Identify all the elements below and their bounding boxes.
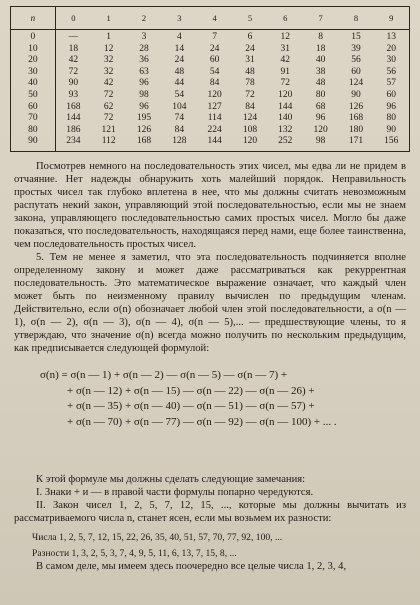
table-cell: 18 <box>68 43 79 54</box>
table-cell: 252 <box>278 136 293 147</box>
table-cell: 98 <box>139 89 149 100</box>
table-cell: 72 <box>103 89 114 100</box>
table-cell: 128 <box>172 136 187 147</box>
table-cell: 98 <box>315 136 326 147</box>
table-cell: 180 <box>348 124 364 135</box>
table-cell: 14 <box>174 43 185 54</box>
row-label: 90 <box>11 136 56 148</box>
formula-line: + σ(n — 12) + σ(n — 15) — σ(n — 22) — σ(n — 26) + <box>67 384 315 397</box>
table-cell: 144 <box>66 113 81 124</box>
formula-line: + σ(n — 35) + σ(n — 40) — σ(n — 51) — σ(n — 57) + <box>67 400 315 412</box>
row-label: 40 <box>11 78 56 90</box>
table-cell: 84 <box>209 78 220 89</box>
table-cell: 48 <box>245 66 255 77</box>
table-cell: 72 <box>245 89 255 100</box>
table-cell: 48 <box>174 66 185 77</box>
table-cell: 54 <box>209 66 220 77</box>
last-line: В самом деле, мы имеем здесь поочередно все целые числа 1, 2, 3, 4, <box>36 561 347 572</box>
header-cell: 0 <box>71 13 76 23</box>
table-row <box>11 32 409 44</box>
table-body <box>11 32 409 148</box>
table-cell: 48 <box>315 78 326 89</box>
table-cell: 31 <box>245 55 255 66</box>
numbers-label: Числа <box>32 532 57 543</box>
table-cell: 114 <box>207 113 222 124</box>
table-cell: 224 <box>207 124 222 135</box>
table-cell: 20 <box>386 43 397 54</box>
table-cell: 93 <box>68 89 79 100</box>
differences-values: 1, 3, 2, 5, 3, 7, 4, 9, 5, 11, 6, 13, 7, 15, 8, ... <box>71 548 237 559</box>
table-cell: 31 <box>280 43 291 54</box>
row-label: 50 <box>11 90 56 102</box>
table-row <box>11 44 409 56</box>
table-cell: 144 <box>278 101 293 112</box>
table-cell: 120 <box>313 124 328 135</box>
table-cell: 57 <box>386 78 397 89</box>
header-cell: 9 <box>389 13 394 23</box>
table-cell: 40 <box>315 55 326 66</box>
table-cell: 36 <box>139 55 149 66</box>
table-cell: 18 <box>315 43 326 54</box>
table-cell: 96 <box>139 78 149 89</box>
table-cell: 60 <box>386 89 397 100</box>
table-cell: 156 <box>384 136 399 147</box>
table-cell: 96 <box>315 113 326 124</box>
table-row <box>11 90 409 102</box>
table-cell: 60 <box>351 66 361 77</box>
table-row <box>11 113 409 125</box>
table-cell: 84 <box>245 101 255 112</box>
table-row <box>11 136 409 148</box>
header-cell: 7 <box>318 13 323 23</box>
table-cell: 24 <box>245 43 255 54</box>
table-cell: 78 <box>245 78 255 89</box>
table-cell: 126 <box>348 101 364 112</box>
table-cell: 90 <box>351 89 361 100</box>
row-label: 20 <box>11 55 56 67</box>
table-cell: 44 <box>174 78 185 89</box>
table-cell: 39 <box>351 43 361 54</box>
table-cell: 195 <box>136 113 152 124</box>
recurrence-formula <box>40 368 410 430</box>
table-cell: 6 <box>247 32 253 42</box>
row-label: 80 <box>11 125 56 137</box>
table-cell: 168 <box>66 101 81 112</box>
row-label: 60 <box>11 102 56 114</box>
table-cell: 144 <box>207 136 222 147</box>
table-cell: 124 <box>242 113 258 124</box>
table-cell: 108 <box>242 124 258 135</box>
row-label: 10 <box>11 44 56 56</box>
table-cell: 168 <box>348 113 364 124</box>
remark-item: I. Знаки + и — в правой части формулы попарно чередуются. <box>36 487 314 498</box>
table-cell: 28 <box>139 43 149 54</box>
table-cell: 72 <box>103 113 114 124</box>
header-cell: 3 <box>177 13 182 23</box>
table-cell: 13 <box>386 32 397 42</box>
sigma-table <box>10 6 410 152</box>
differences-label: Разности <box>32 548 70 559</box>
table-cell: 3 <box>141 32 147 42</box>
differences-sequence <box>14 547 406 560</box>
table-cell: 4 <box>176 32 182 42</box>
table-row <box>11 67 409 79</box>
table-cell: 24 <box>174 55 185 66</box>
formula-line: σ(n) = σ(n — 1) + σ(n — 2) — σ(n — 5) — σ(n — 7) + <box>40 369 288 381</box>
remark-item: II. Закон чисел 1, 2, 5, 7, 12, 15, ..., которые мы должны вычитать из рассматриваемого числа n, станет ясен, если мы возьмем их разности: <box>14 500 406 524</box>
table-row <box>11 78 409 90</box>
table-cell: 42 <box>68 55 79 66</box>
table-cell: 72 <box>280 78 291 89</box>
main-text <box>14 160 406 355</box>
table-cell: 186 <box>66 124 81 135</box>
table-cell: 12 <box>103 43 114 54</box>
table-cell: 90 <box>386 124 397 135</box>
table-row <box>11 55 409 67</box>
paragraph: Посмотрев немного на последовательность этих чисел, мы едва ли не придем в отчаяние. Нет надежды обнаружить хоть малейший порядок. Неправильность простых чисел так глубоко вплетена в нее, что мы должны считать невозможным распутать некий закон, управляющий этой последовательностью, если мы не знаем закона, управляющего последовательностью самих простых чисел. Могло бы даже показаться, что последовательность, находящаяся перед нами, еще более таинственна, чем последовательность простых чисел. <box>14 161 406 250</box>
formula-line: + σ(n — 70) + σ(n — 77) — σ(n — 92) — σ(n — 100) + ... . <box>67 415 337 428</box>
table-cell: 90 <box>68 78 79 89</box>
table-cell: 42 <box>280 55 291 66</box>
table-cell: 24 <box>209 43 220 54</box>
table-cell: 132 <box>278 124 293 135</box>
table-cell: 80 <box>315 89 326 100</box>
row-label: 0 <box>11 32 56 44</box>
table-corner-n: n <box>11 7 56 29</box>
table-cell: 140 <box>278 113 293 124</box>
header-cell: 2 <box>141 13 147 23</box>
table-cell: 32 <box>103 55 114 66</box>
table-cell: 15 <box>351 32 361 42</box>
table-row <box>11 102 409 114</box>
table-cell: 96 <box>139 101 149 112</box>
numbers-sequence <box>14 531 406 544</box>
table-cell: 1 <box>106 32 112 42</box>
table-header-row <box>11 7 409 30</box>
table-cell: 124 <box>348 78 364 89</box>
table-cell: 120 <box>207 89 222 100</box>
row-label: 70 <box>11 113 56 125</box>
numbers-values: 1, 2, 5, 7, 12, 15, 22, 26, 35, 40, 51, 57, 70, 77, 92, 100, ... <box>59 532 283 543</box>
remarks-section <box>14 473 406 573</box>
table-cell: 42 <box>103 78 114 89</box>
table-cell: 171 <box>348 136 364 147</box>
table-cell: 80 <box>386 113 397 124</box>
table-cell: 91 <box>280 66 291 77</box>
table-cell: 62 <box>103 101 114 112</box>
table-cell: 96 <box>386 101 397 112</box>
table-cell: 112 <box>101 136 116 147</box>
table-row <box>11 125 409 137</box>
table-cell: 121 <box>101 124 116 135</box>
row-label: 30 <box>11 67 56 79</box>
table-cell: 54 <box>174 89 185 100</box>
table-cell: 84 <box>174 124 185 135</box>
table-cell: 74 <box>174 113 185 124</box>
remarks-intro: К этой формуле мы должны сделать следующие замечания: <box>36 474 306 485</box>
table-cell: — <box>68 32 79 42</box>
table-cell: 120 <box>278 89 293 100</box>
table-cell: 104 <box>172 101 187 112</box>
paragraph: 5. Тем не менее я заметил, что эта последовательность подчиняется вполне определенному закону и может даже рассматриваться как рекуррентная последовательность. Это математическое выражение означает, что каждый член может быть по неизменному правилу вычислен по предыдущим членам. Действительно, если σ(n) обозначает любой член этой последовательности, а σ(n — 1), σ(n — 2), σ(n — 3), σ(n — 4), σ(n — 5),... — предшествующие члены, то я утверждаю, что значение σ(n) всегда можно получить по нескольким предыдущим, как предписывается следующей формулой: <box>14 252 406 354</box>
table-cell: 60 <box>209 55 220 66</box>
table-cell: 38 <box>315 66 326 77</box>
table-cell: 30 <box>386 55 397 66</box>
header-cell: 8 <box>353 13 359 23</box>
table-cell: 56 <box>351 55 361 66</box>
table-cell: 68 <box>315 101 326 112</box>
table-cell: 72 <box>68 66 79 77</box>
header-cell: 4 <box>212 13 217 23</box>
header-cell: 1 <box>106 13 111 23</box>
table-cell: 56 <box>386 66 397 77</box>
header-cell: 6 <box>283 13 288 23</box>
table-cell: 8 <box>318 32 323 42</box>
table-cell: 63 <box>139 66 149 77</box>
header-cell: 5 <box>247 13 253 23</box>
table-cell: 12 <box>280 32 291 42</box>
table-cell: 32 <box>103 66 114 77</box>
table-cell: 126 <box>136 124 152 135</box>
table-cell: 7 <box>212 32 218 42</box>
table-cell: 168 <box>136 136 152 147</box>
table-cell: 127 <box>207 101 222 112</box>
table-cell: 120 <box>242 136 258 147</box>
table-cell: 234 <box>66 136 81 147</box>
